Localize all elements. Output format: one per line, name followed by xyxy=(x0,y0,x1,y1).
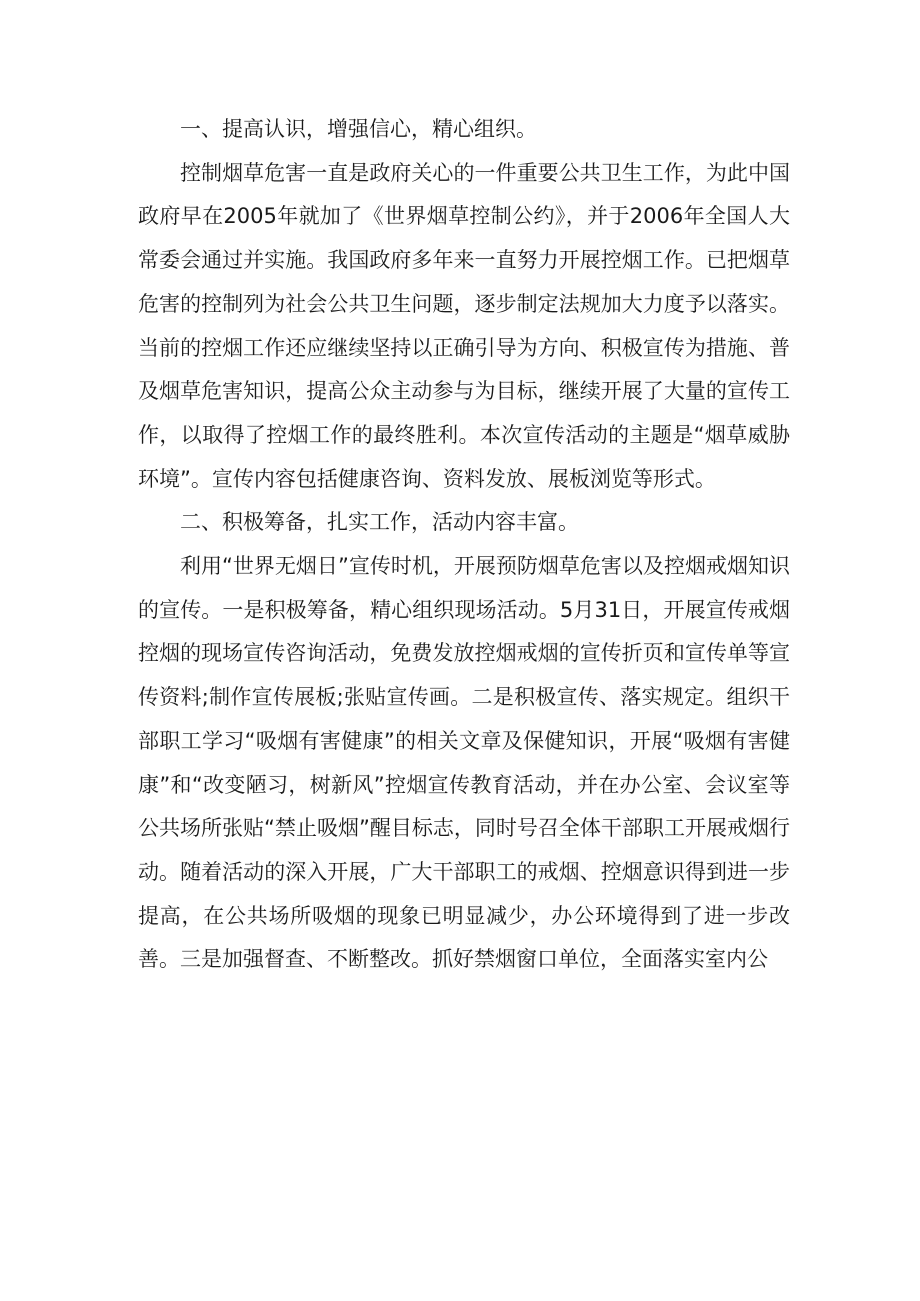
section-heading-2: 二、积极筹备，扎实工作，活动内容丰富。 xyxy=(180,510,579,535)
paragraph-2: 利用“世界无烟日”宣传时机，开展预防烟草危害以及控烟戒烟知识的宣传。一是积极筹备，精心组织现场活动。5月31日，开展宣传戒烟控烟的现场宣传咨询活动，免费发放控烟戒烟的宣传折页和宣传单等宣传资料;制作宣传展板;张贴宣传画。二是积极宣传、落实规定。组织干部职工学习“吸烟有害健康”的相关文章及保健知识，开展“吸烟有害健康”和“改变陋习，树新风”控烟宣传教育活动，并在办公室、会议室等公共场所张贴“禁止吸烟”醒目标志，同时号召全体干部职工开展戒烟行动。随着活动的深入开展，广大干部职工的戒烟、控烟意识得到进一步提高，在公共场所吸烟的现象已明显减少，办公环境得到了进一步改善。三是加强督查、不断整改。抓好禁烟窗口单位，全面落实室内公 xyxy=(138,554,790,972)
document-body xyxy=(138,108,790,982)
section-heading-1: 一、提高认识，增强信心，精心组织。 xyxy=(180,117,537,141)
paragraph-1: 控制烟草危害一直是政府关心的一件重要公共卫生工作，为此中国政府早在2005年就加了《世界烟草控制公约》，并于2006年全国人大常委会通过并实施。我国政府多年来一直努力开展控烟工作。已把烟草危害的控制列为社会公共卫生问题，逐步制定法规加大力度予以落实。当前的控烟工作还应继续坚持以正确引导为方向、积极宣传为措施、普及烟草危害知识，提高公众主动参与为目标，继续开展了大量的宣传工作，以取得了控烟工作的最终胜利。本次宣传活动的主题是“烟草威胁环境”。宣传内容包括健康咨询、资料发放、展板浏览等形式。 xyxy=(138,160,790,491)
